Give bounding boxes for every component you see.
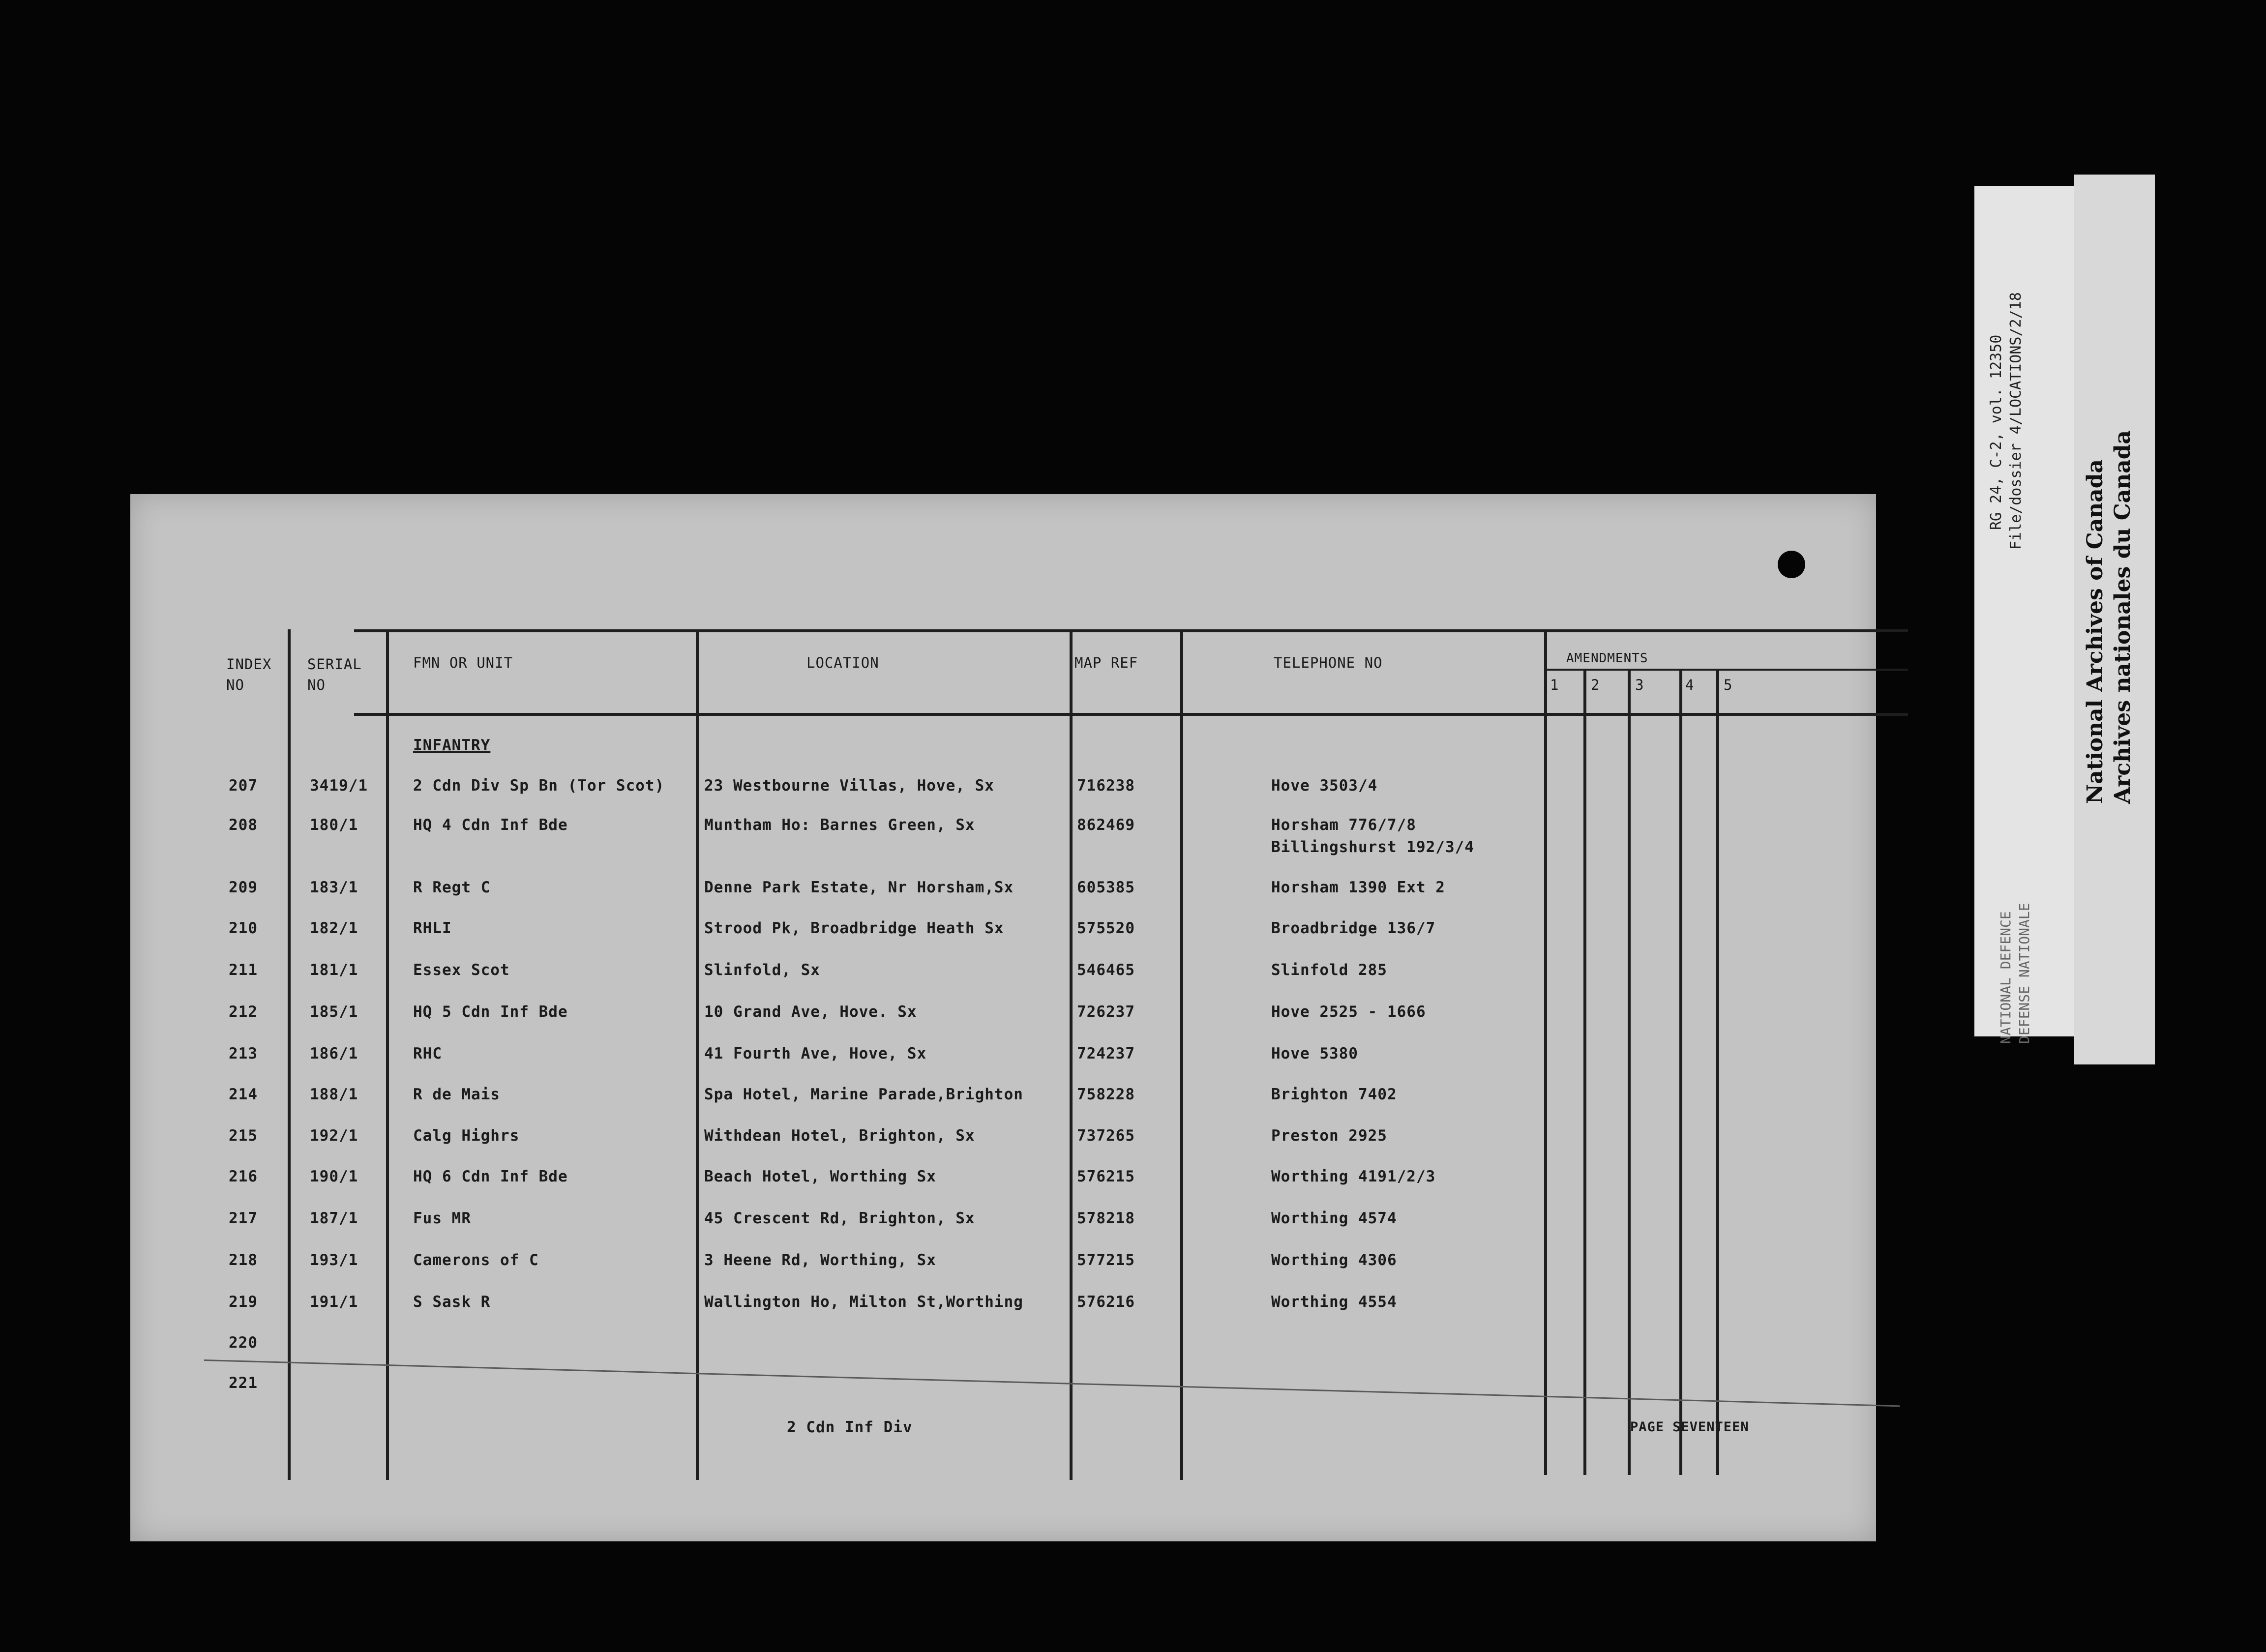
cell-index: 214 — [229, 1086, 258, 1103]
cell-map-ref: 716238 — [1077, 777, 1135, 795]
cell-index: 217 — [229, 1210, 258, 1227]
cell-unit: Fus MR — [413, 1210, 471, 1227]
cell-unit: R Regt C — [413, 879, 491, 896]
footer-page-number: PAGE SEVENTEEN — [1630, 1419, 1749, 1435]
header-map-ref: MAP REF — [1074, 654, 1138, 671]
cell-telephone: Preston 2925 — [1271, 1127, 1387, 1145]
section-infantry: INFANTRY — [413, 737, 491, 754]
cell-serial: 187/1 — [310, 1210, 358, 1227]
amendments-rule — [1544, 669, 1908, 671]
cell-unit: RHC — [413, 1045, 442, 1062]
col-rule-3 — [696, 629, 699, 1480]
cell-map-ref: 605385 — [1077, 879, 1135, 896]
cell-location: Muntham Ho: Barnes Green, Sx — [704, 816, 975, 834]
cell-map-ref: 737265 — [1077, 1127, 1135, 1145]
stray-rule — [204, 1359, 1900, 1407]
col-rule-6 — [1544, 629, 1547, 1475]
cell-telephone: Hove 5380 — [1271, 1045, 1358, 1062]
header-telephone-no: TELEPHONE NO — [1274, 654, 1383, 671]
cell-location: 23 Westbourne Villas, Hove, Sx — [704, 777, 994, 795]
archive-reference-strip — [1974, 186, 2087, 1044]
cell-index: 208 — [229, 816, 258, 834]
punch-hole — [1778, 551, 1805, 578]
cell-telephone: Worthing 4574 — [1271, 1210, 1397, 1227]
cell-index: 221 — [229, 1374, 258, 1392]
cell-unit: Essex Scot — [413, 961, 510, 979]
cell-location: 41 Fourth Ave, Hove, Sx — [704, 1045, 927, 1062]
archive-reference-line1: RG 24, C-2, vol. 12350 — [1988, 334, 2005, 530]
cell-map-ref: 576215 — [1077, 1168, 1135, 1185]
col-rule-2 — [386, 629, 389, 1480]
cell-location: 10 Grand Ave, Hove. Sx — [704, 1003, 917, 1021]
cell-location: 3 Heene Rd, Worthing, Sx — [704, 1251, 936, 1269]
cell-unit: 2 Cdn Div Sp Bn (Tor Scot) — [413, 777, 665, 795]
cell-unit: R de Mais — [413, 1086, 500, 1103]
cell-telephone: Worthing 4306 — [1271, 1251, 1397, 1269]
header-location: LOCATION — [806, 654, 879, 671]
cell-telephone: Hove 3503/4 — [1271, 777, 1378, 795]
department-line1: NATIONAL DEFENCE — [1998, 911, 2014, 1044]
cell-map-ref: 758228 — [1077, 1086, 1135, 1103]
cell-serial: 192/1 — [310, 1127, 358, 1145]
cell-index: 213 — [229, 1045, 258, 1062]
cell-serial: 188/1 — [310, 1086, 358, 1103]
cell-index: 218 — [229, 1251, 258, 1269]
amend-col-4: 4 — [1685, 677, 1695, 693]
col-rule-7 — [1583, 669, 1586, 1475]
cell-telephone: Broadbridge 136/7 — [1271, 919, 1436, 937]
cell-unit: Camerons of C — [413, 1251, 539, 1269]
amend-col-1: 1 — [1550, 677, 1559, 693]
cell-telephone: Hove 2525 - 1666 — [1271, 1003, 1426, 1021]
cell-index: 207 — [229, 777, 258, 795]
cell-location: 45 Crescent Rd, Brighton, Sx — [704, 1210, 975, 1227]
footer-formation: 2 Cdn Inf Div — [787, 1418, 913, 1436]
cell-map-ref: 724237 — [1077, 1045, 1135, 1062]
cell-unit: S Sask R — [413, 1293, 491, 1311]
cell-telephone-2: Billingshurst 192/3/4 — [1271, 838, 1474, 856]
cell-telephone: Horsham 776/7/8 — [1271, 816, 1416, 834]
cell-location: Spa Hotel, Marine Parade,Brighton — [704, 1086, 1023, 1103]
col-rule-10 — [1716, 669, 1719, 1475]
header-fmn-or-unit: FMN OR UNIT — [413, 654, 513, 671]
cell-location: Beach Hotel, Worthing Sx — [704, 1168, 936, 1185]
cell-index: 209 — [229, 879, 258, 896]
cell-unit: HQ 6 Cdn Inf Bde — [413, 1168, 568, 1185]
cell-unit: RHLI — [413, 919, 452, 937]
cell-location: Slinfold, Sx — [704, 961, 820, 979]
cell-map-ref: 576216 — [1077, 1293, 1135, 1311]
cell-serial: 183/1 — [310, 879, 358, 896]
col-rule-5 — [1180, 629, 1183, 1480]
header-serial-no: SERIAL NO — [307, 656, 362, 693]
col-rule-9 — [1679, 669, 1682, 1475]
cell-serial: 180/1 — [310, 816, 358, 834]
cell-location: Withdean Hotel, Brighton, Sx — [704, 1127, 975, 1145]
col-rule-1 — [288, 629, 291, 1480]
cell-index: 212 — [229, 1003, 258, 1021]
col-rule-8 — [1628, 669, 1631, 1475]
cell-unit: HQ 5 Cdn Inf Bde — [413, 1003, 568, 1021]
cell-serial: 181/1 — [310, 961, 358, 979]
cell-location: Denne Park Estate, Nr Horsham,Sx — [704, 879, 1014, 896]
cell-map-ref: 575520 — [1077, 919, 1135, 937]
cell-index: 211 — [229, 961, 258, 979]
cell-map-ref: 726237 — [1077, 1003, 1135, 1021]
cell-serial: 190/1 — [310, 1168, 358, 1185]
cell-serial: 185/1 — [310, 1003, 358, 1021]
cell-unit: Calg Highrs — [413, 1127, 520, 1145]
archive-reference-line2: File/dossier 4/LOCATIONS/2/18 — [2007, 292, 2025, 550]
header-amendments: AMENDMENTS — [1566, 651, 1648, 666]
amend-col-5: 5 — [1724, 677, 1733, 693]
cell-map-ref: 546465 — [1077, 961, 1135, 979]
department-line2: DEFENSE NATIONALE — [2016, 903, 2032, 1044]
document-sheet — [130, 494, 1876, 1541]
cell-map-ref: 577215 — [1077, 1251, 1135, 1269]
cell-telephone: Slinfold 285 — [1271, 961, 1387, 979]
cell-serial: 182/1 — [310, 919, 358, 937]
cell-serial: 186/1 — [310, 1045, 358, 1062]
cell-index: 215 — [229, 1127, 258, 1145]
cell-index: 219 — [229, 1293, 258, 1311]
cell-location: Wallington Ho, Milton St,Worthing — [704, 1293, 1023, 1311]
cell-serial: 193/1 — [310, 1251, 358, 1269]
amend-col-2: 2 — [1591, 677, 1600, 693]
archive-name-strip — [2074, 175, 2155, 1064]
cell-map-ref: 862469 — [1077, 816, 1135, 834]
archive-name-french: Archives nationales du Canada — [2110, 430, 2135, 804]
cell-serial: 191/1 — [310, 1293, 358, 1311]
cell-telephone: Horsham 1390 Ext 2 — [1271, 879, 1445, 896]
cell-map-ref: 578218 — [1077, 1210, 1135, 1227]
table-top-rule — [354, 629, 1908, 632]
cell-index: 220 — [229, 1334, 258, 1352]
cell-index: 216 — [229, 1168, 258, 1185]
header-index-no: INDEX NO — [226, 656, 272, 693]
cell-unit: HQ 4 Cdn Inf Bde — [413, 816, 568, 834]
cell-serial: 3419/1 — [310, 777, 368, 795]
header-bottom-rule — [354, 713, 1908, 716]
cell-telephone: Brighton 7402 — [1271, 1086, 1397, 1103]
cell-telephone: Worthing 4191/2/3 — [1271, 1168, 1436, 1185]
amend-col-3: 3 — [1635, 677, 1644, 693]
cell-telephone: Worthing 4554 — [1271, 1293, 1397, 1311]
cell-location: Strood Pk, Broadbridge Heath Sx — [704, 919, 1004, 937]
col-rule-4 — [1070, 629, 1073, 1480]
archive-name-english: National Archives of Canada — [2083, 459, 2108, 804]
cell-index: 210 — [229, 919, 258, 937]
